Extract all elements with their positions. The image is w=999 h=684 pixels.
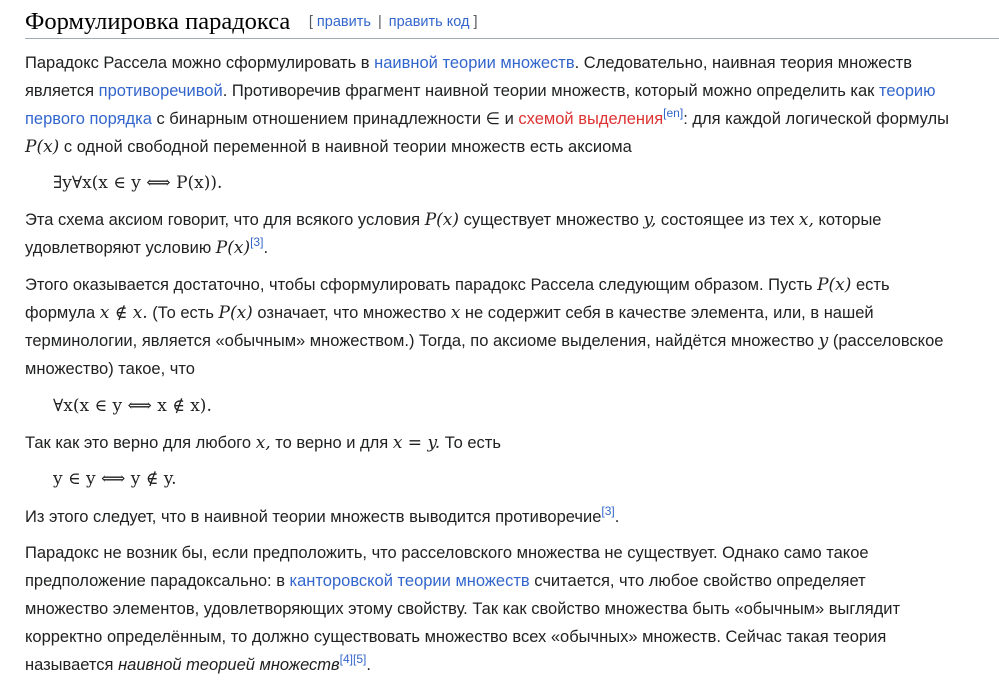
p4-line xyxy=(25,432,501,454)
text: (То есть xyxy=(147,304,219,322)
ref-en[interactable]: [en] xyxy=(663,106,684,120)
p6-line-1 xyxy=(25,542,869,564)
text: Парадокс не возник бы, если предположить, что расселовского множества не существует. Однако само такое xyxy=(25,544,869,562)
text: формула xyxy=(25,304,100,322)
math-inline: x xyxy=(450,303,461,323)
edit-bracket-close: ] xyxy=(473,14,478,30)
math-inline: x ∉ x. xyxy=(99,303,148,323)
text: . xyxy=(263,239,269,257)
p1-line-2 xyxy=(25,80,936,102)
link-cantor-set-theory[interactable]: канторовской теории множеств xyxy=(289,572,530,590)
text: не содержит себя в качестве элемента, или, в нашей xyxy=(460,304,874,322)
math-inline: y xyxy=(818,331,829,351)
formula-russell-set: ∀x(x ∈ y ⟺ x ∉ x). xyxy=(53,396,212,416)
text: то верно и для xyxy=(270,434,393,452)
link-first-order[interactable]: первого порядка xyxy=(25,110,152,128)
text: терминологии, является «обычным» множеством.) Тогда, по аксиоме выделения, найдётся множество xyxy=(25,332,819,350)
redlink-separation-schema[interactable]: схемой выделения xyxy=(518,110,664,128)
p1-line-4 xyxy=(25,136,632,158)
p6-line-2 xyxy=(25,570,866,592)
text: Так как это верно для любого xyxy=(25,434,256,452)
text: Из этого следует, что в наивной теории множеств выводится противоречие xyxy=(25,508,602,526)
edit-code-link[interactable]: править код xyxy=(388,14,470,30)
text: Парадокс Рассела можно сформулировать в xyxy=(25,54,375,72)
text: корректно определённым, то должно существовать множество всех «обычных» множеств. Сейчас такая теория xyxy=(25,628,887,646)
text: означает, что множество xyxy=(252,304,451,322)
math-inline: x, xyxy=(798,210,814,230)
text: . Следовательно, наивная теория множеств xyxy=(574,54,912,72)
math-inline: x, xyxy=(255,433,271,453)
text: которые xyxy=(813,211,882,229)
math-inline: y, xyxy=(643,210,657,230)
math-inline: P(x) xyxy=(215,238,251,258)
italic-term: наивной теорией множеств xyxy=(118,656,340,674)
text: То есть xyxy=(440,434,501,452)
text: (расселовское xyxy=(828,332,944,350)
edit-bracket-open: [ xyxy=(308,14,313,30)
math-inline: P(x) xyxy=(817,275,852,295)
p3-line-4 xyxy=(25,358,195,380)
ref-5[interactable]: [5] xyxy=(353,652,367,666)
link-first-order-theory[interactable]: теорию xyxy=(879,82,936,100)
edit-separator: | xyxy=(377,14,382,30)
p1-line-1 xyxy=(25,52,912,74)
p3-line-2 xyxy=(25,302,874,324)
text: с бинарным отношением принадлежности ∈ и xyxy=(151,110,519,128)
p6-line-3 xyxy=(25,598,900,620)
math-inline: P(x) xyxy=(25,137,60,157)
text: существует множество xyxy=(459,211,644,229)
text: множество элементов, удовлетворяющих этому свойству. Так как свойство множества быть «обычным» выглядит xyxy=(25,600,901,618)
p1-line-3 xyxy=(25,108,949,130)
text: является xyxy=(25,82,99,100)
p6-line-5 xyxy=(25,654,371,676)
text: удовлетворяют условию xyxy=(25,239,216,257)
section-heading xyxy=(25,6,999,39)
p6-line-4 xyxy=(25,626,886,648)
text: есть xyxy=(851,276,890,294)
edit-links xyxy=(309,14,478,30)
text: . xyxy=(366,656,371,674)
text: предположение парадоксально: в xyxy=(25,572,290,590)
formula-contradiction: y ∈ y ⟺ y ∉ y. xyxy=(53,469,177,489)
link-naive-set-theory[interactable]: наивной теории множеств xyxy=(374,54,575,72)
math-inline: P(x) xyxy=(424,210,459,230)
ref-4[interactable]: [4] xyxy=(339,652,354,666)
text: Этого оказывается достаточно, чтобы сформулировать парадокс Рассела следующим образом. Пусть xyxy=(25,276,818,294)
text: считается, что любое свойство определяет xyxy=(529,572,866,590)
p2-line-1 xyxy=(25,209,882,231)
link-contradictory[interactable]: противоречивой xyxy=(98,82,223,100)
math-inline: x = y. xyxy=(392,433,441,453)
text: : для каждой логической формулы xyxy=(683,110,949,128)
text: Эта схема аксиом говорит, что для всякого условия xyxy=(25,211,425,229)
text: состоящее из тех xyxy=(656,211,799,229)
text: . xyxy=(614,508,620,526)
math-inline: P(x) xyxy=(218,303,253,323)
ref-3[interactable]: [3] xyxy=(601,504,615,518)
text: называется xyxy=(25,656,119,674)
p3-line-3 xyxy=(25,330,943,352)
ref-3[interactable]: [3] xyxy=(250,235,264,249)
p3-line-1 xyxy=(25,274,890,296)
p5-line xyxy=(25,506,619,528)
edit-link[interactable]: править xyxy=(316,14,371,30)
section-title: Формулировка парадокса xyxy=(25,8,291,35)
formula-axiom-schema: ∃y∀x(x ∈ y ⟺ P(x)). xyxy=(53,173,223,193)
text: с одной свободной переменной в наивной теории множеств есть аксиома xyxy=(59,138,632,156)
text: множество) такое, что xyxy=(25,360,195,378)
p2-line-2 xyxy=(25,237,268,259)
text: . Противоречив фрагмент наивной теории множеств, который можно определить как xyxy=(222,82,879,100)
